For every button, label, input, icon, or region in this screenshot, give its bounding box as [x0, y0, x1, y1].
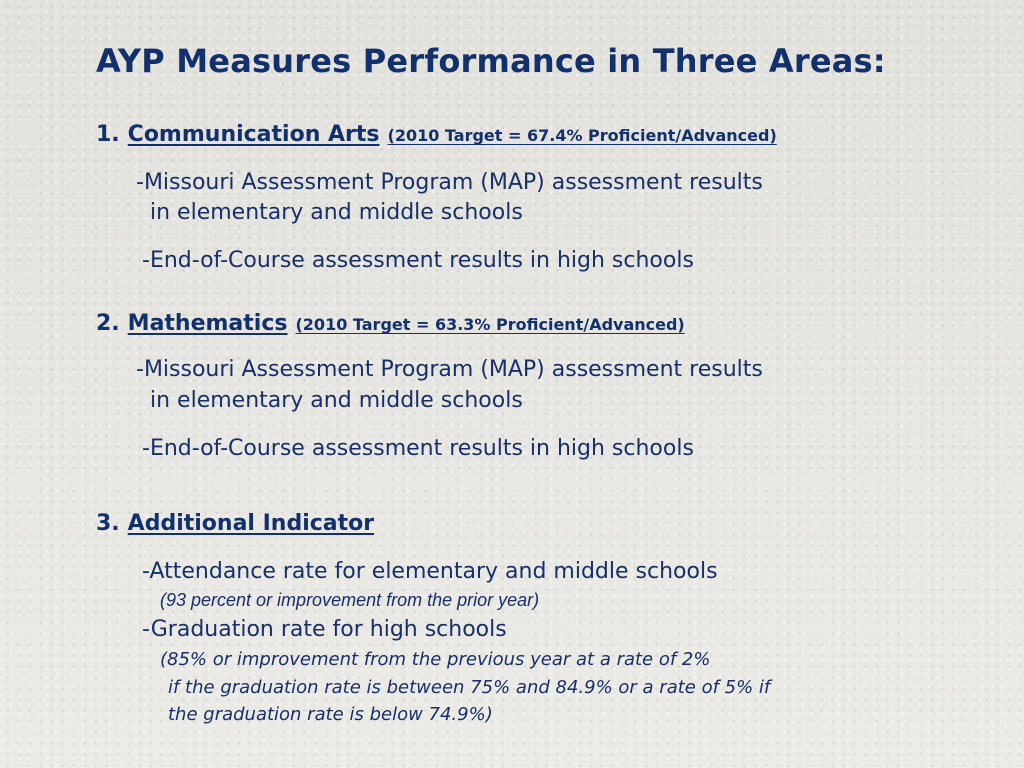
section-1-heading: [96, 122, 777, 147]
section-2-item-1-line-2: in elementary and middle schools: [150, 388, 523, 413]
section-3-item-2-note-1: (85% or improvement from the previous year at a rate of 2%: [160, 649, 711, 670]
section-3-item-1-note: (93 percent or improvement from the prior year): [160, 590, 540, 610]
section-3-number: 3.: [96, 511, 120, 536]
section-2-title: Mathematics: [127, 311, 288, 336]
section-3-title: Additional Indicator: [127, 511, 375, 536]
section-3-item-2-note-2: if the graduation rate is between 75% and 84.9% or a rate of 5% if: [168, 677, 771, 698]
section-1-target: (2010 Target = 67.4% Proficient/Advanced): [387, 126, 777, 145]
section-2-heading: [96, 311, 685, 336]
section-1-number: 1.: [96, 122, 120, 147]
section-2-item-2-line-1: -End-of-Course assessment results in high schools: [142, 436, 694, 461]
section-2-item-1-line-1: -Missouri Assessment Program (MAP) assessment results: [136, 357, 763, 382]
section-3-item-1-line-1: -Attendance rate for elementary and middle schools: [142, 559, 718, 584]
section-3-item-2-line-1: -Graduation rate for high schools: [142, 617, 507, 642]
section-2-number: 2.: [96, 311, 120, 336]
section-3-item-2-note-3: the graduation rate is below 74.9%): [168, 704, 493, 725]
section-1-item-1-line-1: -Missouri Assessment Program (MAP) assessment results: [136, 170, 763, 195]
section-1-title: Communication Arts: [127, 122, 380, 147]
section-3-heading: [96, 511, 374, 536]
section-1-item-1-line-2: in elementary and middle schools: [150, 200, 523, 225]
slide-title: AYP Measures Performance in Three Areas:: [96, 42, 886, 80]
section-2-target: (2010 Target = 63.3% Proficient/Advanced): [295, 315, 685, 334]
section-1-item-2-line-1: -End-of-Course assessment results in high schools: [142, 248, 694, 273]
